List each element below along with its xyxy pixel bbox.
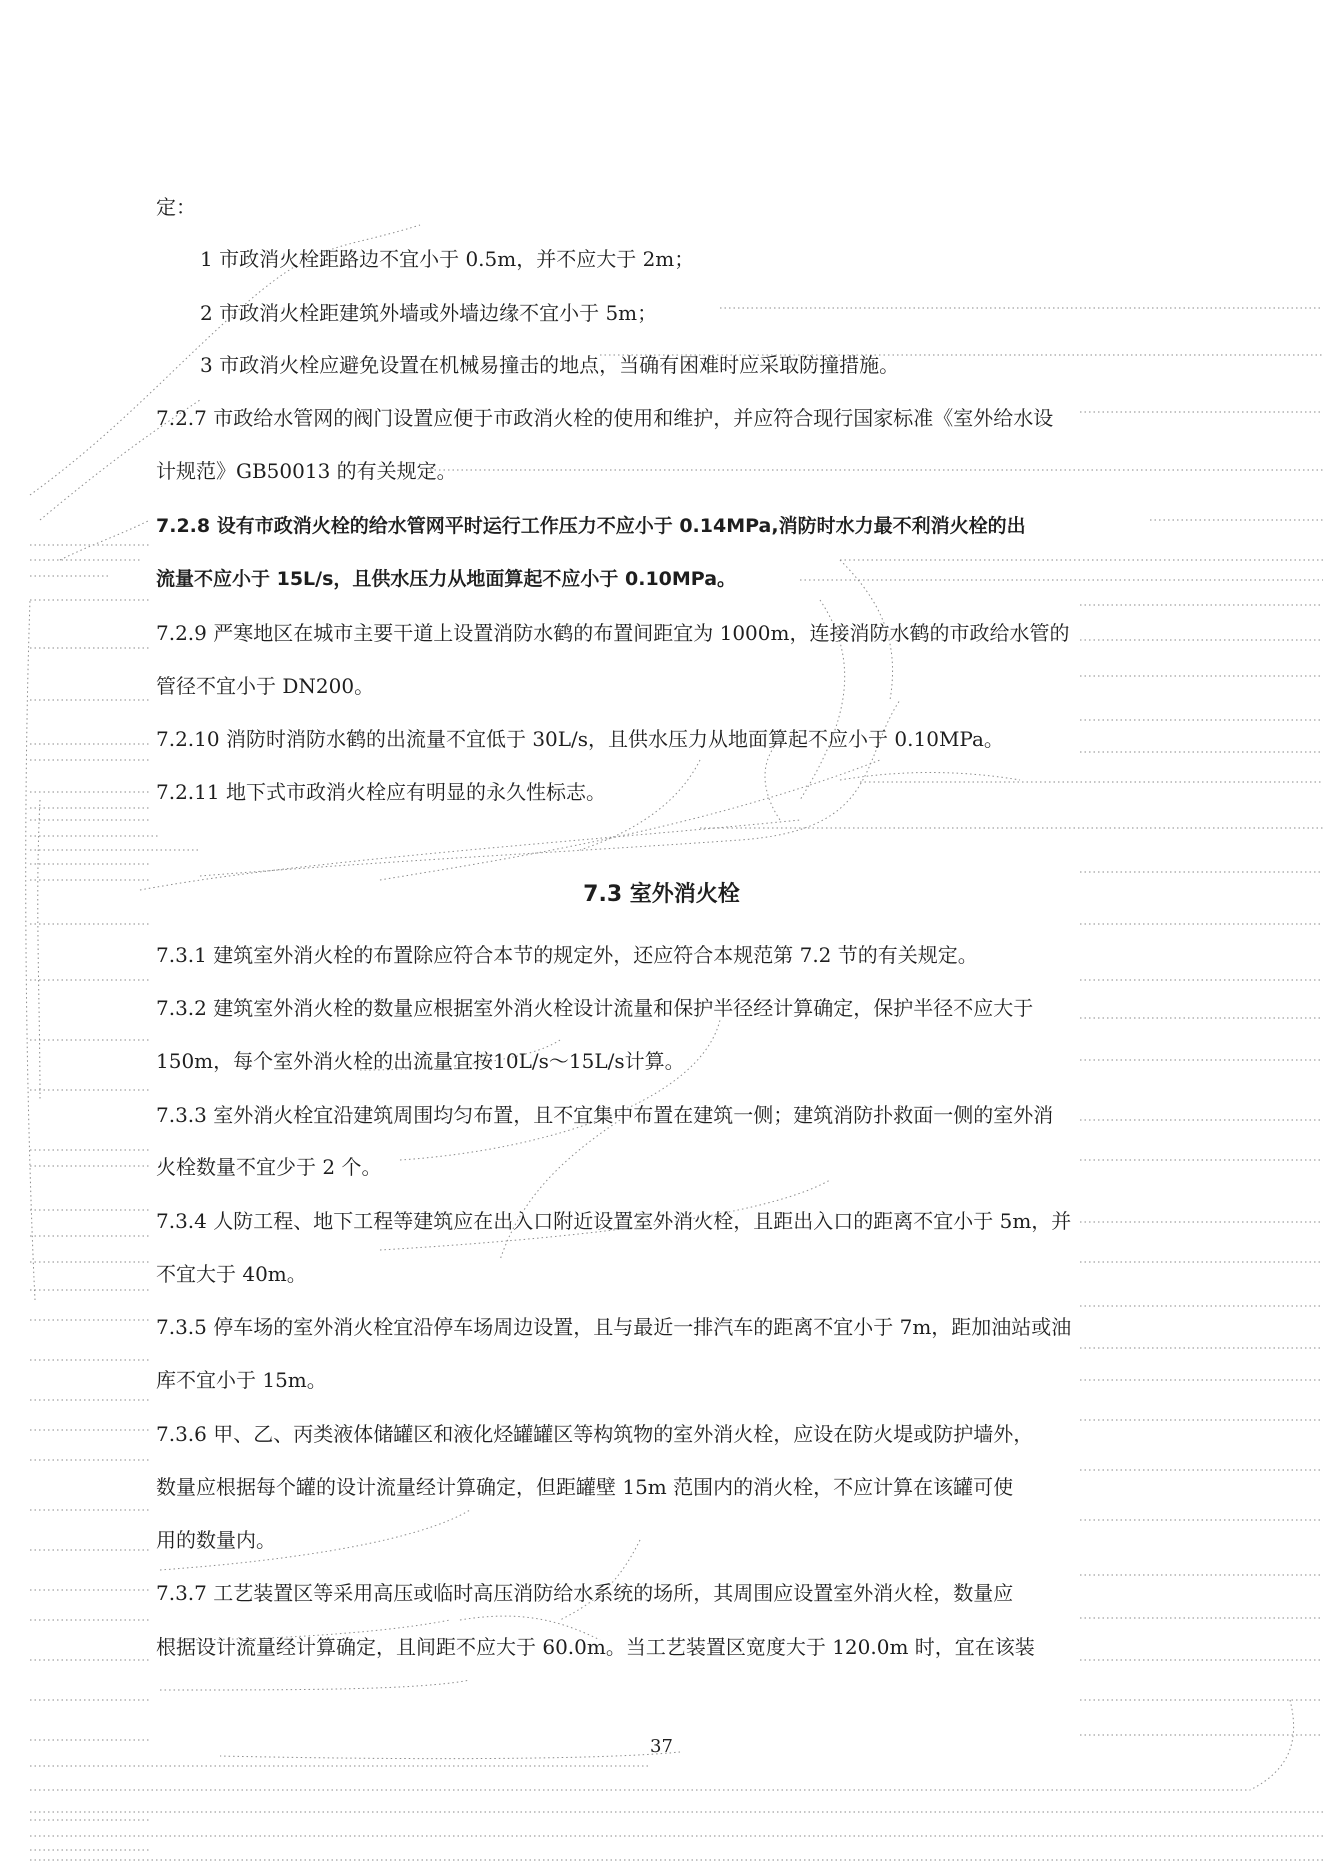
- text-line: 7.2.10 消防时消防水鹤的出流量不宜低于 30L/s，且供水压力从地面算起不应小于 0.10MPa。: [156, 727, 1004, 751]
- text-line: 库不宜小于 15m。: [156, 1368, 327, 1392]
- text-line: 1 市政消火栓距路边不宜小于 0.5m，并不应大于 2m；: [200, 247, 695, 271]
- text-line: 7.2.7 市政给水管网的阀门设置应便于市政消火栓的使用和维护，并应符合现行国家标准《室外给水设: [156, 406, 1054, 430]
- text-line: 7.2.11 地下式市政消火栓应有明显的永久性标志。: [156, 780, 606, 804]
- text-line: 2 市政消火栓距建筑外墙或外墙边缘不宜小于 5m；: [200, 301, 658, 325]
- text-line: 不宜大于 40m。: [156, 1262, 307, 1286]
- text-line: 7.3.4 人防工程、地下工程等建筑应在出入口附近设置室外消火栓，且距出入口的距离不宜小于 5m，并: [156, 1209, 1072, 1233]
- text-line: 150m，每个室外消火栓的出流量宜按10L/s～15L/s计算。: [156, 1049, 685, 1073]
- text-line: 7.3.3 室外消火栓宜沿建筑周围均匀布置，且不宜集中布置在建筑一侧；建筑消防扑救面一侧的室外消: [156, 1103, 1054, 1127]
- text-line: 计规范》GB50013 的有关规定。: [156, 459, 457, 483]
- text-line: 7.2.9 严寒地区在城市主要干道上设置消防水鹤的布置间距宜为 1000m，连接消防水鹤的市政给水管的: [156, 621, 1070, 645]
- text-line: 7.3.2 建筑室外消火栓的数量应根据室外消火栓设计流量和保护半径经计算确定，保护半径不应大于: [156, 996, 1034, 1020]
- text-line: 7.3.1 建筑室外消火栓的布置除应符合本节的规定外，还应符合本规范第 7.2 节的有关规定。: [156, 943, 978, 967]
- page-number: 37: [650, 1736, 673, 1757]
- text-line: 7.3.5 停车场的室外消火栓宜沿停车场周边设置，且与最近一排汽车的距离不宜小于 7m，距加油站或油: [156, 1315, 1072, 1339]
- text-line: 火栓数量不宜少于 2 个。: [156, 1155, 382, 1179]
- text-line: 3 市政消火栓应避免设置在机械易撞击的地点，当确有困难时应采取防撞措施。: [200, 353, 900, 377]
- section-heading: 7.3 室外消火栓: [583, 882, 740, 907]
- text-line: 管径不宜小于 DN200。: [156, 674, 375, 698]
- text-line: 7.3.7 工艺装置区等采用高压或临时高压消防给水系统的场所，其周围应设置室外消火栓，数量应: [156, 1581, 1014, 1605]
- text-line: 用的数量内。: [156, 1528, 276, 1552]
- text-line: 根据设计流量经计算确定，且间距不应大于 60.0m。当工艺装置区宽度大于 120.0m 时，宜在该装: [156, 1635, 1035, 1659]
- text-line: 定：: [156, 195, 196, 219]
- text-line: 7.3.6 甲、乙、丙类液体储罐区和液化烃罐罐区等构筑物的室外消火栓，应设在防火堤或防护墙外，: [156, 1422, 1034, 1446]
- text-line: 数量应根据每个罐的设计流量经计算确定，但距罐壁 15m 范围内的消火栓，不应计算在该罐可使: [156, 1475, 1014, 1499]
- text-line-bold: 流量不应小于 15L/s，且供水压力从地面算起不应小于 0.10MPa。: [156, 568, 737, 590]
- text-line-bold: 7.2.8 设有市政消火栓的给水管网平时运行工作压力不应小于 0.14MPa,消防时水力最不利消火栓的出: [156, 515, 1026, 537]
